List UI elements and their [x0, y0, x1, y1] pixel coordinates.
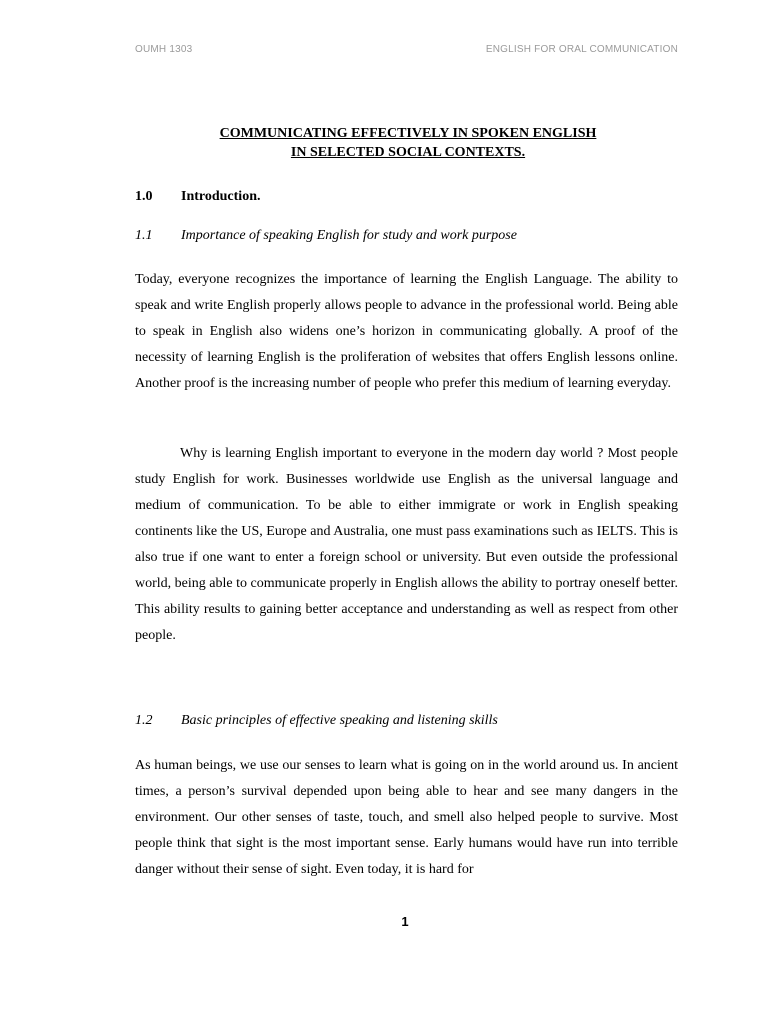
section-title: Basic principles of effective speaking and listening skills	[181, 713, 498, 728]
title-line-2: IN SELECTED SOCIAL CONTEXTS.	[290, 145, 526, 160]
course-title: ENGLISH FOR ORAL COMMUNICATION	[485, 44, 678, 55]
section-number: 1.1	[135, 228, 153, 243]
section-title: Introduction.	[181, 189, 261, 204]
section-title: Importance of speaking English for study and work purpose	[181, 228, 517, 243]
paragraph-importance-1: Today, everyone recognizes the importance of learning the English Language. The ability to speak and write English properly allows people to advance in the professional world. Being able to speak in English also widens one’s horizon in communicating globally. A proof of the necessity of learning English is the proliferation of websites that offers English lessons online. Another proof is the increasing number of people who prefer this medium of learning everyday.	[135, 272, 678, 391]
paragraph-importance-2: Why is learning English important to everyone in the modern day world ? Most people study English for work. Businesses worldwide use English as the universal language and medium of communication. To be able to either immigrate or work in English speaking continents like the US, Europe and Australia, one must pass examinations such as IELTS. This is also true if one want to enter a foreign school or university. But even outside the professional world, being able to communicate properly in English allows the ability to portray oneself better. This ability results to gaining better acceptance and understanding as well as respect from other people.	[135, 446, 678, 643]
title-line-1: COMMUNICATING EFFECTIVELY IN SPOKEN ENGLISH	[219, 126, 597, 141]
document-title	[0, 124, 768, 162]
course-code: OUMH 1303	[135, 44, 193, 55]
paragraph-principles-1: As human beings, we use our senses to learn what is going on in the world around us. In ancient times, a person’s survival depended upon being able to hear and see many dangers in the environment. Our other senses of taste, touch, and smell also helped people to survive. Most people think that sight is the most important sense. Early humans would have run into terrible danger without their sense of sight. Even today, it is hard for	[135, 758, 678, 877]
section-number: 1.0	[135, 189, 153, 204]
section-number: 1.2	[135, 713, 153, 728]
page-number: 1	[401, 914, 409, 929]
